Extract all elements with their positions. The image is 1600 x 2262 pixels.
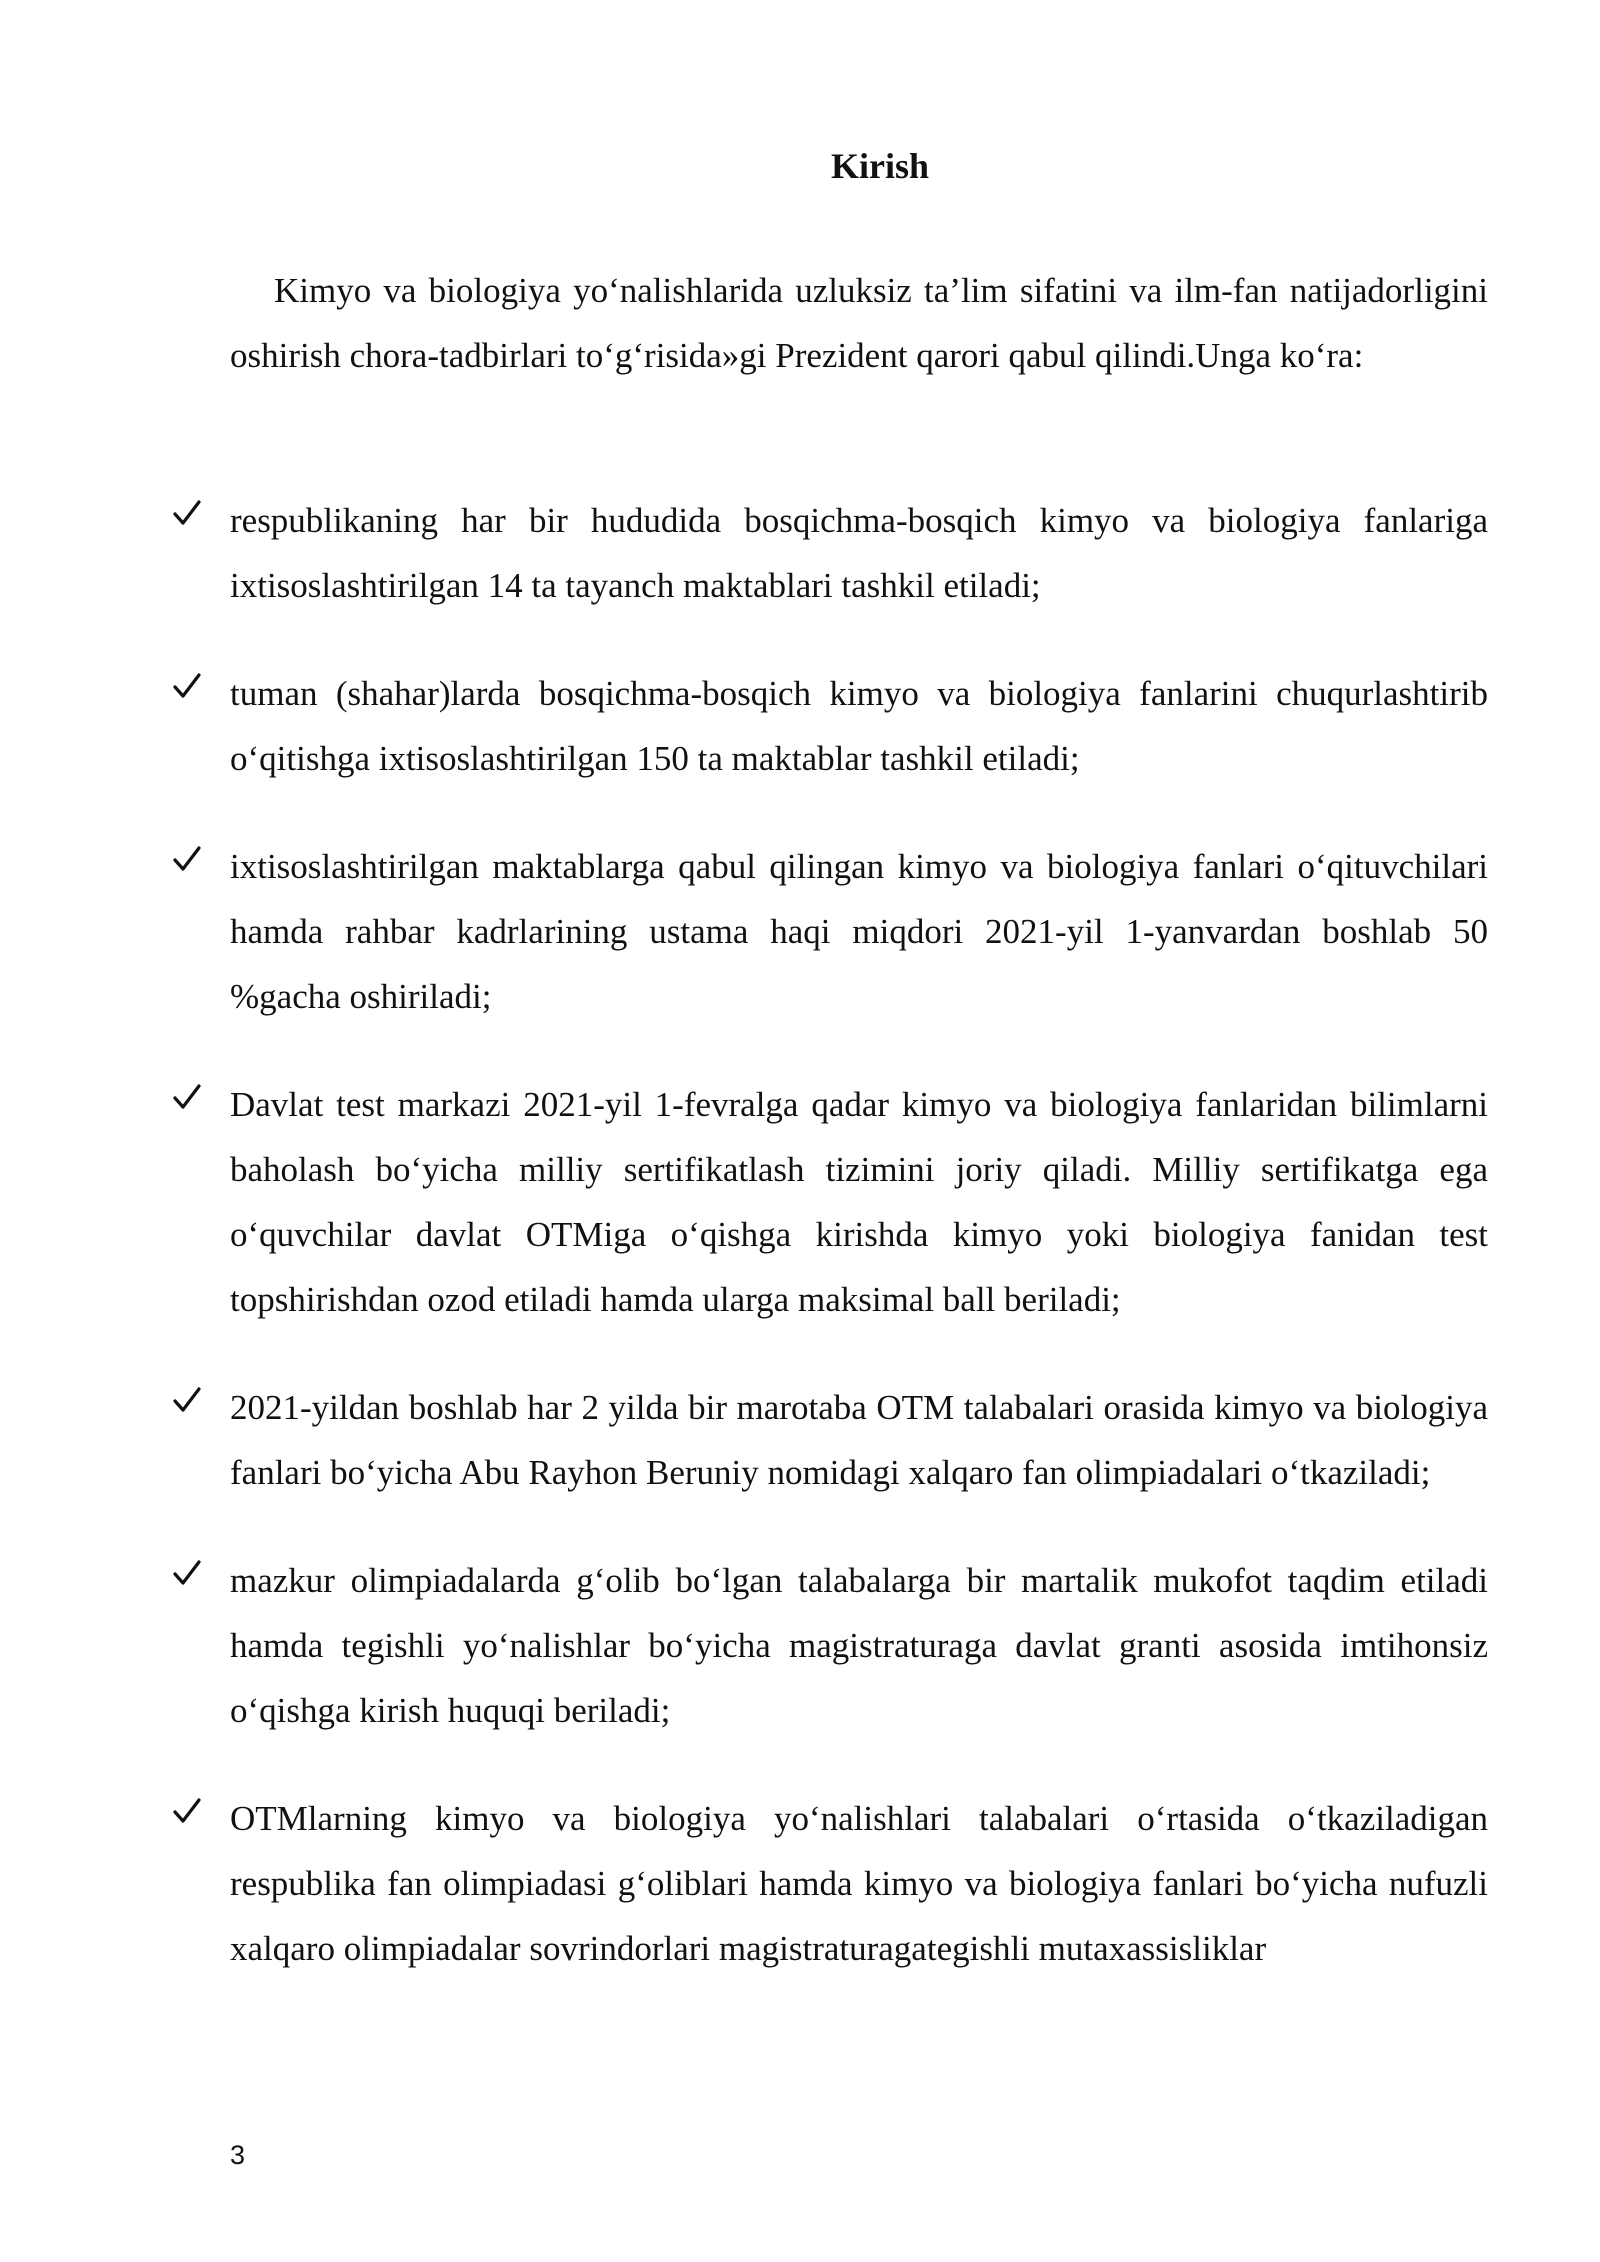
intro-paragraph: Kimyo va biologiya yo‘nalishlarida uzluksiz ta’lim sifatini va ilm-fan natijadorligini oshirish chora-tadbirlari to‘g‘risida»gi Prezident qarori qabul qilindi.Unga ko‘ra: [230,271,1488,375]
list-item-text: ixtisoslashtirilgan maktablarga qabul qilingan kimyo va biologiya fanlari o‘qituvchilari hamda rahbar kadrlarining ustama haqi miqdori 2021-yil 1-yanvardan boshlab 50 %gacha oshiriladi; [230,847,1488,1016]
list-item-text: respublikaning har bir hududida bosqichma-bosqich kimyo va biologiya fanlariga ixtisoslashtirilgan 14 ta tayanch maktablari tashkil etiladi; [230,501,1488,605]
page-number: 3 [230,2140,246,2170]
list-item-text: Davlat test markazi 2021-yil 1-fevralga qadar kimyo va biologiya fanlaridan bilimlarni baholash bo‘yicha milliy sertifikatlash tizimini joriy qiladi. Milliy sertifikatga ega o‘quvchilar davlat OTMiga o‘qishga kirishda kimyo yoki biologiya fanidan test topshirishdan ozod etiladi hamda ularga maksimal ball beriladi; [230,1085,1488,1319]
checkmark-icon [172,1385,202,1415]
page-title: Kirish [830,146,929,186]
checkmark-icon [172,1796,202,1826]
list-item [0,1786,1600,1981]
checkmark-icon [172,1558,202,1588]
list-item [0,1072,1600,1332]
list-item [0,1375,1600,1505]
decree-checklist [0,488,1600,2024]
list-item-text: 2021-yildan boshlab har 2 yilda bir marotaba OTM talabalari orasida kimyo va biologiya fanlari bo‘yicha Abu Rayhon Beruniy nomidagi xalqaro fan olimpiadalari o‘tkaziladi; [230,1388,1488,1492]
list-item [0,834,1600,1029]
list-item [0,661,1600,791]
list-item-text: mazkur olimpiadalarda g‘olib bo‘lgan talabalarga bir martalik mukofot taqdim etiladi hamda tegishli yo‘nalishlar bo‘yicha magistraturaga davlat granti asosida imtihonsiz o‘qishga kirish huquqi beriladi; [230,1561,1488,1730]
list-item-text: tuman (shahar)larda bosqichma-bosqich kimyo va biologiya fanlarini chuqurlashtirib o‘qitishga ixtisoslashtirilgan 150 ta maktablar tashkil etiladi; [230,674,1488,778]
list-item [0,488,1600,618]
list-item [0,1548,1600,1743]
checkmark-icon [172,498,202,528]
checkmark-icon [172,844,202,874]
checkmark-icon [172,671,202,701]
list-item-text: OTMlarning kimyo va biologiya yo‘nalishlari talabalari o‘rtasida o‘tkaziladigan respublika fan olimpiadasi g‘oliblari hamda kimyo va biologiya fanlari bo‘yicha nufuzli xalqaro olimpiadalar sovrindorlari magistraturagategishli mutaxassisliklar [230,1799,1488,1968]
checkmark-icon [172,1082,202,1112]
